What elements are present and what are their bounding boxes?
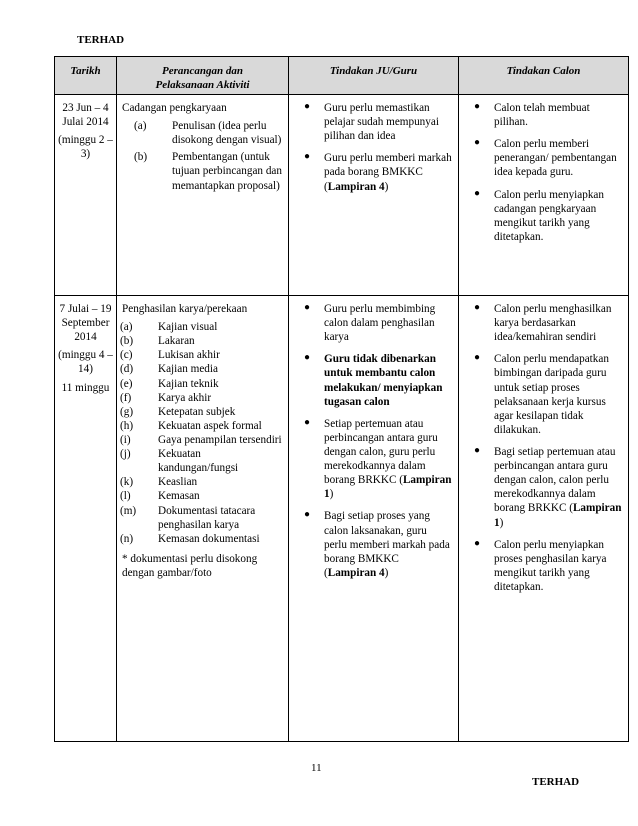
list-item: ● Calon telah membuat pilihan. xyxy=(464,101,622,129)
bullet-icon: ● xyxy=(474,352,481,364)
date-range: 7 Julai – 19 September 2014 xyxy=(59,303,112,344)
candidate-cell xyxy=(459,296,629,742)
column-header-teacher: Tindakan JU/Guru xyxy=(289,57,459,95)
date-cell xyxy=(55,296,117,742)
date-cell xyxy=(55,95,117,296)
date-weeks: (minggu 4 – 14) xyxy=(58,349,113,376)
date-range: 23 Jun – 4 Julai 2014 xyxy=(62,102,109,129)
list-item: ● Bagi setiap pertemuan atau perbincangan antara guru dengan calon, calon perlu merekodkannya dalam borang BRKKC (Lampiran 1) xyxy=(464,445,622,530)
footer-classification: TERHAD xyxy=(532,776,580,788)
list-item: (m) Dokumentasi tatacara penghasilan karya xyxy=(120,504,256,531)
list-item: (g) Ketepatan subjek xyxy=(120,405,236,418)
list-item: ● Guru perlu memastikan pelajar sudah mempunyai pilihan dan idea xyxy=(294,101,452,143)
list-item: (l) Kemasan xyxy=(120,490,200,503)
list-item: (d) Kajian media xyxy=(120,363,218,376)
candidate-cell xyxy=(459,95,629,296)
plan-list xyxy=(122,119,282,193)
bullet-icon: ● xyxy=(304,352,311,364)
bullet-icon: ● xyxy=(304,302,311,313)
table-row xyxy=(55,95,629,296)
list-item: (e) Kajian teknik xyxy=(120,377,219,390)
list-item: (a) Kajian visual xyxy=(120,321,218,334)
list-item: (b) Pembentangan (untuk tujuan perbincangan dan memantapkan proposal) xyxy=(134,151,282,192)
list-item: ● Calon perlu mendapatkan bimbingan daripada guru untuk setiap proses pelaksanaan kerja kursus agar kesilapan tidak dilakukan. xyxy=(464,352,622,437)
bullet-icon: ● xyxy=(474,302,481,313)
list-item: ● Guru perlu membimbing calon dalam penghasilan karya xyxy=(294,302,452,344)
teacher-cell xyxy=(289,296,459,742)
list-item: (h) Kekuatan aspek formal xyxy=(120,419,262,432)
list-item: ● Guru tidak dibenarkan untuk membantu calon melakukan/ menyiapkan tugasan calon xyxy=(294,352,452,408)
header-classification: TERHAD xyxy=(77,34,125,46)
bullet-icon: ● xyxy=(304,151,311,163)
list-item: ● Calon perlu menyiapkan cadangan pengkaryaan mengikut tarikh yang ditetapkan. xyxy=(464,188,622,244)
list-item: (n) Kemasan dokumentasi xyxy=(120,532,260,545)
date-duration: 11 minggu xyxy=(61,381,110,394)
plan-cell xyxy=(117,296,289,742)
bullet-icon: ● xyxy=(474,137,481,149)
list-item: (f) Karya akhir xyxy=(120,391,212,404)
table-header-row xyxy=(55,57,629,95)
bullet-icon: ● xyxy=(474,444,481,456)
bullet-icon: ● xyxy=(304,509,311,521)
plan-note: * dokumentasi perlu disokong dengan gambar/foto xyxy=(122,552,258,579)
list-item: ● Setiap pertemuan atau perbincangan antara guru dengan calon, guru perlu merekodkannya dalam borang BRKKC (Lampiran 1) xyxy=(294,417,452,502)
plan-cell xyxy=(117,95,289,296)
bullet-icon: ● xyxy=(304,416,311,428)
column-header-date: Tarikh xyxy=(55,57,117,95)
teacher-cell xyxy=(289,95,459,296)
list-item: (a) Penulisan (idea perlu disokong dengan visual) xyxy=(134,120,282,147)
plan-title: Cadangan pengkaryaan xyxy=(122,102,227,114)
column-header-candidate: Tindakan Calon xyxy=(459,57,629,95)
bullet-icon: ● xyxy=(304,101,311,112)
list-item: ● Calon perlu memberi penerangan/ pembentangan idea kepada guru. xyxy=(464,137,622,179)
list-item: (k) Keaslian xyxy=(120,476,198,489)
page-number: 11 xyxy=(311,762,322,774)
plan-list xyxy=(110,320,282,546)
list-item: ● Calon perlu menghasilkan karya berdasarkan idea/kemahiran sendiri xyxy=(464,302,622,344)
plan-title: Penghasilan karya/perekaan xyxy=(122,303,248,315)
list-item: (b) Lakaran xyxy=(120,335,195,348)
list-item: ● Bagi setiap proses yang calon laksanakan, guru perlu memberi markah pada borang BMKKC (Lampiran 4) xyxy=(294,509,452,580)
list-item: (c) Lukisan akhir xyxy=(120,349,220,362)
bullet-icon: ● xyxy=(474,187,481,199)
column-header-plan: Perancangan dan Pelaksanaan Aktiviti xyxy=(117,57,289,95)
list-item: (i) Gaya penampilan tersendiri xyxy=(120,433,282,446)
list-item: (j) Kekuatan kandungan/fungsi xyxy=(120,448,239,475)
table-row xyxy=(55,296,629,742)
list-item: ● Calon perlu menyiapkan proses penghasilan karya mengikut tarikh yang ditetapkan. xyxy=(464,538,622,594)
bullet-icon: ● xyxy=(474,537,481,549)
bullet-icon: ● xyxy=(474,101,481,112)
list-item: ● Guru perlu memberi markah pada borang BMKKC (Lampiran 4) xyxy=(294,151,452,193)
activity-table xyxy=(54,56,629,742)
date-weeks: (minggu 2 – 3) xyxy=(58,134,113,161)
